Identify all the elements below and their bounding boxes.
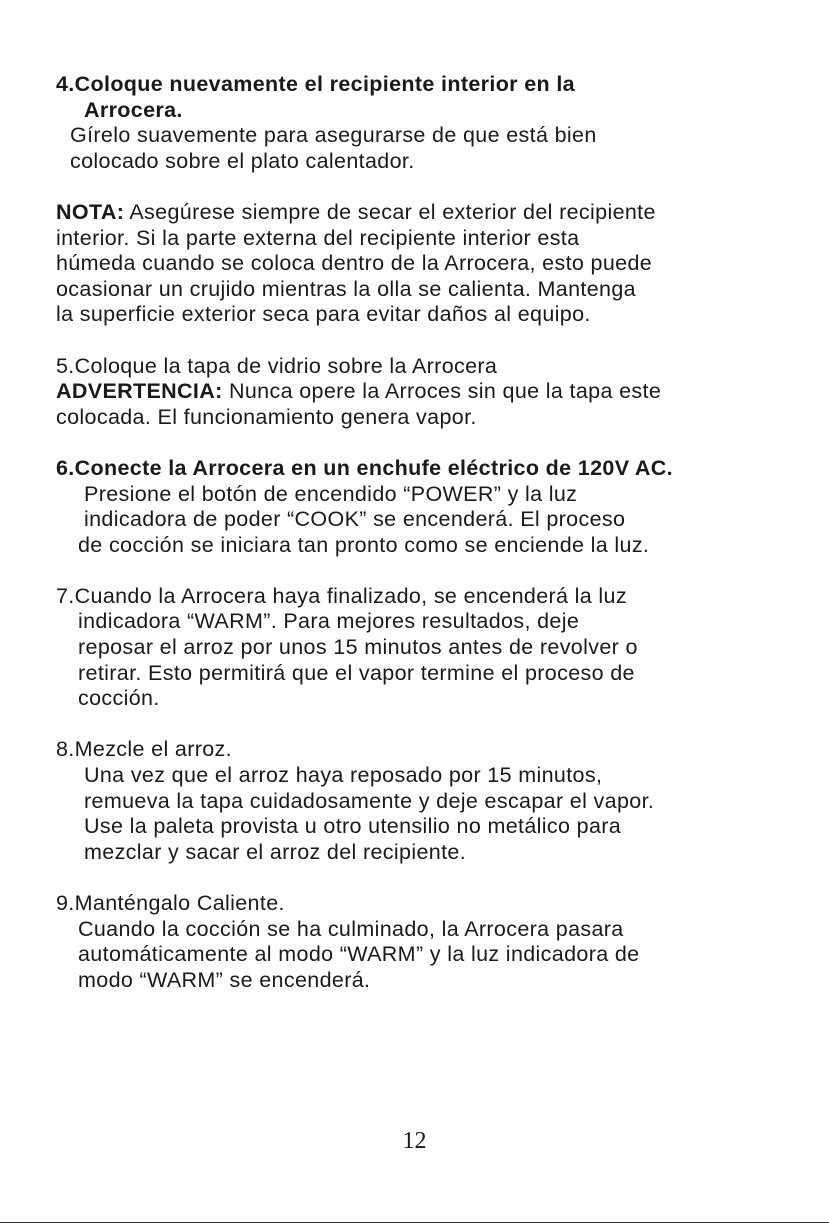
step-9-text: modo “WARM” se encenderá.: [78, 967, 371, 992]
note-text: interior. Si la parte externa del recipiente interior esta: [56, 225, 580, 250]
step-4-text: Gírelo suavemente para asegurarse de que está bien: [70, 123, 597, 148]
note-text: ocasionar un crujido mientras la olla se calienta. Mantenga: [56, 276, 636, 301]
step-5-text: 5.Coloque la tapa de vidrio sobre la Arrocera: [56, 353, 498, 378]
step-6-text: indicadora de poder “COOK” se encenderá. El proceso: [84, 507, 626, 532]
step-9-heading: 9.Manténgalo Caliente.: [56, 891, 285, 915]
step-7-text: cocción.: [78, 686, 160, 711]
step-7-text: indicadora “WARM”. Para mejores resultados, deje: [78, 609, 580, 634]
note-text: la superficie exterior seca para evitar daños al equipo.: [56, 302, 591, 327]
warning-text: ADVERTENCIA: Nunca opere la Arroces sin que la tapa este: [56, 379, 662, 404]
step-7-section: [56, 584, 796, 712]
note-section: [56, 200, 796, 328]
manual-page-content: [56, 72, 796, 993]
step-8-text: mezclar y sacar el arroz del recipiente.: [84, 839, 467, 864]
step-7-text: retirar. Esto permitirá que el vapor termine el proceso de: [78, 660, 635, 685]
page-number: 12: [402, 1128, 427, 1154]
step-4-heading: 4.Coloque nuevamente el recipiente interior en la: [56, 72, 575, 96]
step-4-text: colocado sobre el plato calentador.: [70, 148, 415, 173]
note-label: NOTA:: [56, 199, 125, 224]
step-6-text: de cocción se iniciara tan pronto como se enciende la luz.: [78, 532, 650, 557]
step-9-text: automáticamente al modo “WARM” y la luz indicadora de: [78, 942, 640, 967]
step-4-section: [56, 72, 796, 174]
step-6-section: [56, 456, 796, 558]
bottom-divider: [0, 1222, 829, 1223]
step-5-section: [56, 354, 796, 431]
warning-text: colocada. El funcionamiento genera vapor.: [56, 404, 477, 429]
step-7-text: 7.Cuando la Arrocera haya finalizado, se encenderá la luz: [56, 583, 627, 608]
step-6-text: Presione el botón de encendido “POWER” y la luz: [84, 481, 578, 506]
note-text: NOTA: Asegúrese siempre de secar el exterior del recipiente: [56, 199, 656, 224]
step-8-text: Use la paleta provista u otro utensilio no metálico para: [84, 814, 622, 839]
note-text: húmeda cuando se coloca dentro de la Arrocera, esto puede: [56, 251, 653, 276]
step-4-heading-cont: Arrocera.: [84, 97, 183, 122]
step-7-text: reposar el arroz por unos 15 minutos antes de revolver o: [78, 635, 638, 660]
step-6-heading: 6.Conecte la Arrocera en un enchufe eléctrico de 120V AC.: [56, 455, 673, 480]
step-8-text: remueva la tapa cuidadosamente y deje escapar el vapor.: [84, 788, 655, 813]
step-8-section: [56, 737, 796, 865]
step-9-text: Cuando la cocción se ha culminado, la Arrocera pasara: [78, 916, 624, 941]
step-8-heading: 8.Mezcle el arroz.: [56, 737, 232, 762]
warning-label: ADVERTENCIA:: [56, 379, 223, 404]
step-8-text: Una vez que el arroz haya reposado por 15 minutos,: [84, 763, 603, 788]
step-9-section: [56, 891, 796, 993]
